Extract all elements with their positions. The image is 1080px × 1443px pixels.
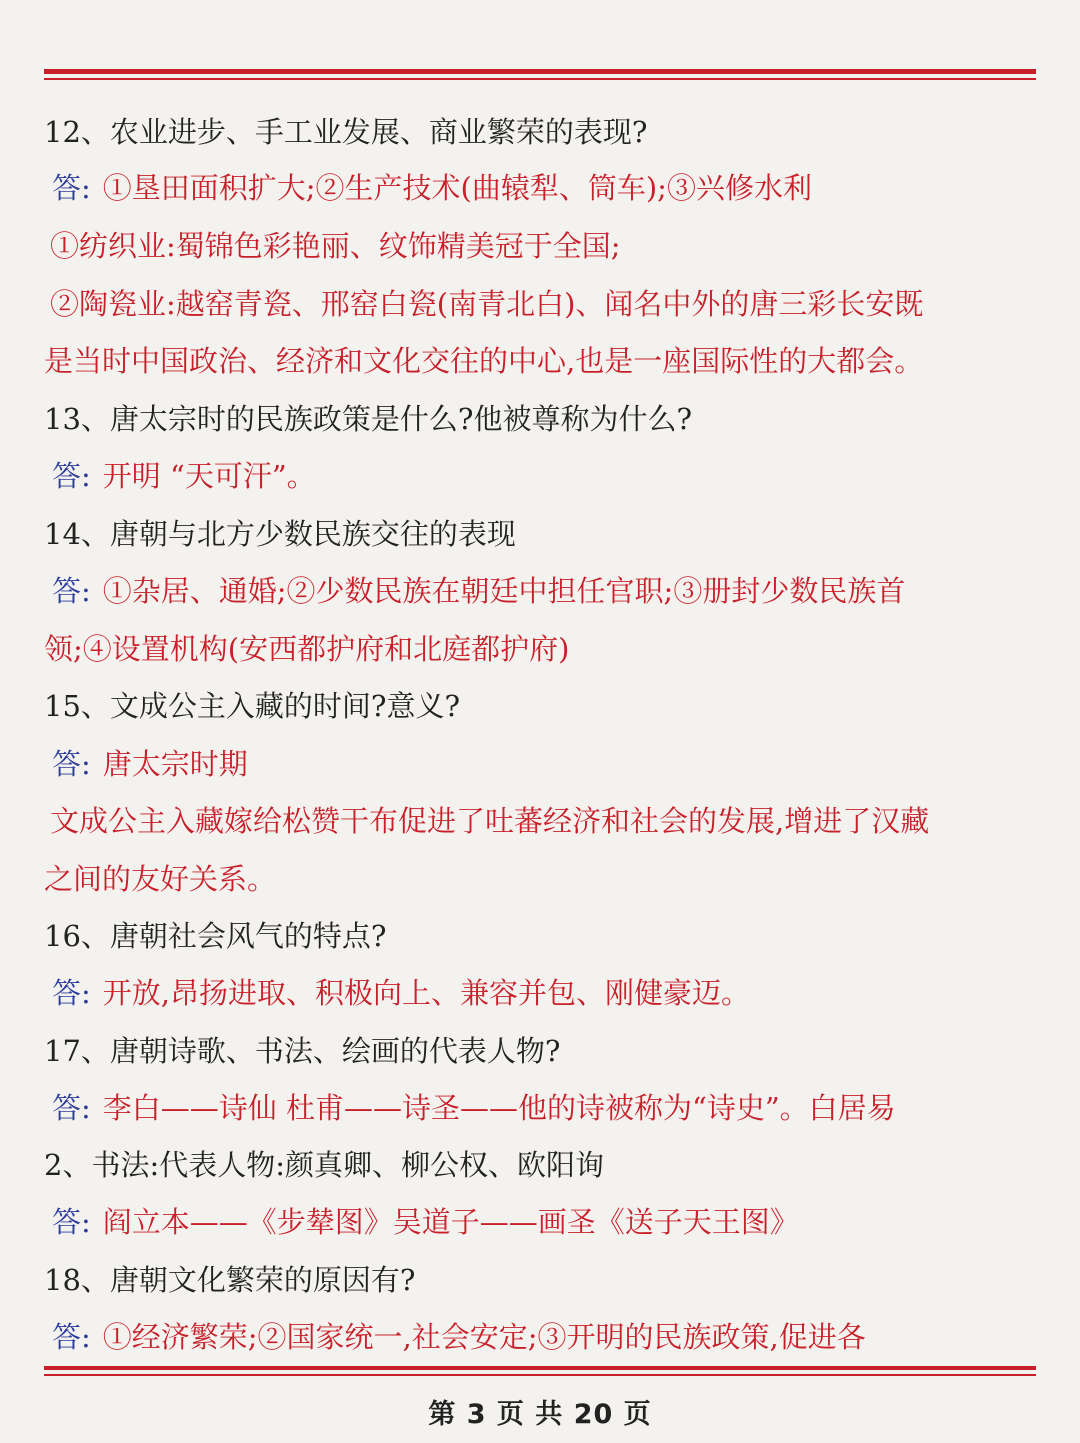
answer-line [44,859,276,899]
answer-label: 答: [52,1205,91,1239]
answer-line [52,973,750,1013]
question-text: 15、文成公主入藏的时间?意义? [44,689,460,723]
top-rule-thick [44,69,1036,74]
answer-line [52,571,905,611]
answer-label: 答: [52,171,91,205]
question-text: 13、唐太宗时的民族政策是什么?他被尊称为什么? [44,402,692,436]
answer-line [52,1202,799,1242]
answer-label: 答: [52,459,91,493]
answer-label: 答: [52,747,91,781]
answer-text: 之间的友好关系。 [44,862,277,896]
answer-text: ②陶瓷业:越窑青瓷、邢窑白瓷(南青北白)、闻名中外的唐三彩长安既 [50,287,924,321]
answer-label: 答: [52,1320,91,1354]
question-line [44,916,386,956]
answer-label: 答: [52,976,91,1010]
question-line [44,399,692,439]
answer-line [52,168,812,208]
question-text: 18、唐朝文化繁荣的原因有? [44,1263,416,1297]
bottom-rule-thick [44,1366,1036,1370]
answer-line [44,629,569,669]
answer-text: ①杂居、通婚;②少数民族在朝廷中担任官职;③册封少数民族首 [102,574,906,608]
question-line [44,1031,560,1071]
answer-text: 阎立本——《步辇图》吴道子——画圣《送子天王图》 [102,1205,799,1239]
question-line [44,1260,415,1300]
question-text: 14、唐朝与北方少数民族交往的表现 [44,517,516,551]
answer-text: 是当时中国政治、经济和文化交往的中心,也是一座国际性的大都会。 [44,344,924,378]
answer-label: 答: [52,1091,91,1125]
answer-line [44,341,923,381]
question-line [44,112,647,152]
question-line [44,1145,604,1185]
answer-text: ①经济繁荣;②国家统一,社会安定;③开明的民族政策,促进各 [102,1320,866,1354]
answer-text: ①垦田面积扩大;②生产技术(曲辕犁、筒车);③兴修水利 [102,171,812,205]
answer-label: 答: [52,574,91,608]
answer-line [52,456,316,496]
answer-text: 李白——诗仙 杜甫——诗圣——他的诗被称为“诗史”。白居易 [102,1091,896,1125]
page-footer: 第 3 页 共 20 页 [428,1399,652,1430]
answer-text: 文成公主入藏嫁给松赞干布促进了吐蕃经济和社会的发展,增进了汉藏 [50,804,930,838]
answer-text: ①纺织业:蜀锦色彩艳丽、纹饰精美冠于全国; [50,229,621,263]
question-text: 2、书法:代表人物:颜真卿、柳公权、欧阳询 [44,1148,604,1182]
question-text: 16、唐朝社会风气的特点? [44,919,387,953]
question-text: 17、唐朝诗歌、书法、绘画的代表人物? [44,1034,561,1068]
question-line [44,514,516,554]
answer-line [52,1317,866,1357]
bottom-rule-thin [44,1374,1036,1376]
answer-line [50,801,929,841]
answer-line [50,284,923,324]
top-rule-thin [44,78,1036,80]
answer-line [52,1088,896,1128]
question-text: 12、农业进步、手工业发展、商业繁荣的表现? [44,115,648,149]
answer-line [52,744,248,784]
answer-line [50,226,621,266]
answer-text: 领;④设置机构(安西都护府和北庭都护府) [44,632,570,666]
question-line [44,686,460,726]
answer-text: 开明 “天可汗”。 [102,459,316,493]
answer-text: 开放,昂扬进取、积极向上、兼容并包、刚健豪迈。 [102,976,751,1010]
answer-text: 唐太宗时期 [102,747,248,781]
